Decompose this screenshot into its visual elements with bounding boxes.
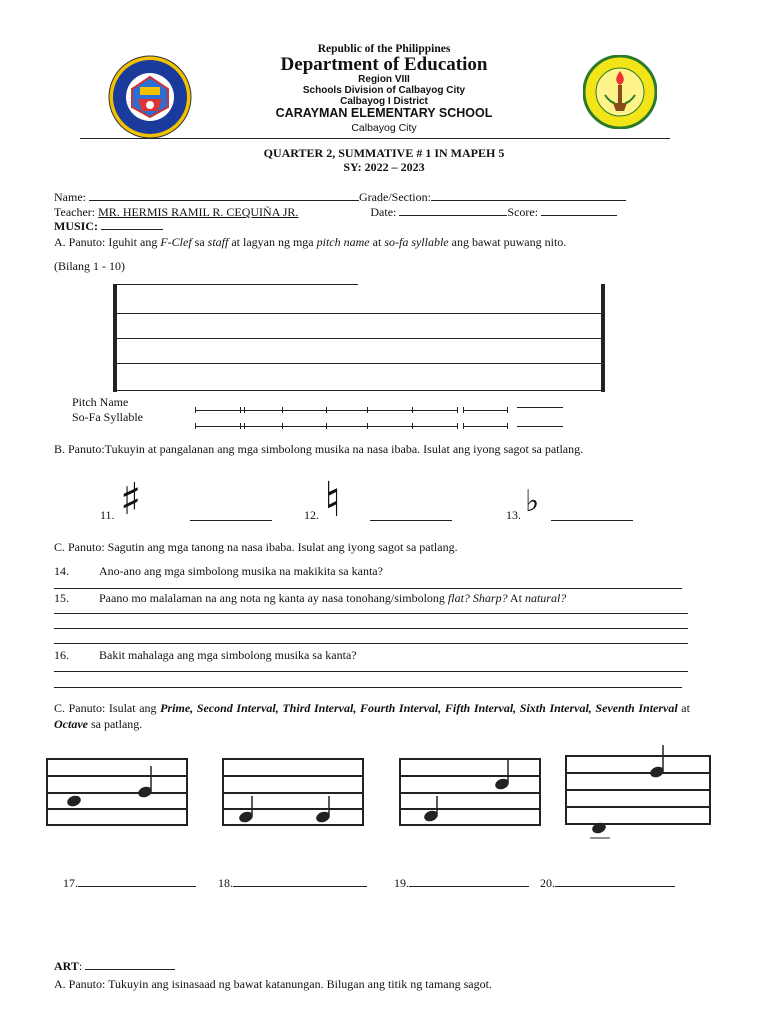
item-11-number: 11. (100, 508, 115, 522)
interval-17-notes (46, 758, 188, 826)
department-text: Department of Education (280, 54, 488, 75)
sofa-syllable-label: So-Fa Syllable (72, 410, 143, 424)
music-part-c-instructions: C. Panuto: Sagutin ang mga tanong na nasa ibaba. Isulat ang iyong sagot sa patlang. (54, 540, 458, 554)
city-text: Calbayog City (351, 122, 417, 134)
interval-instructions: C. Panuto: Isulat ang Prime, Second Interval, Third Interval, Fourth Interval, Fifth Interval, Sixth Interval, Seventh Interval at Octave sa patlang. (54, 701, 690, 731)
interval-18-notes (222, 758, 364, 826)
interval-18-answer[interactable]: 18. (218, 876, 367, 891)
pitch-name-label: Pitch Name (72, 395, 129, 409)
pitch-name-answer-lines[interactable] (195, 404, 567, 434)
question-16-answer-line-1[interactable] (54, 671, 688, 672)
score-label: Score: (507, 205, 542, 219)
art-heading: ART: (54, 959, 175, 974)
question-15-answer-line-3[interactable] (54, 643, 688, 644)
grade-field[interactable] (431, 200, 626, 201)
grade-label: Grade/Section: (359, 190, 431, 204)
interval-staff-19 (399, 758, 541, 826)
republic-text: Republic of the Philippines (317, 43, 451, 55)
interval-staff-20 (565, 755, 711, 845)
name-field[interactable] (89, 200, 359, 201)
natural-icon: ♮ (324, 472, 342, 528)
interval-20-notes (565, 743, 711, 843)
teacher-row (54, 205, 617, 220)
art-part-a-instructions: A. Panuto: Tukuyin ang isinasaad ng bawat katanungan. Bilugan ang titik ng tamang sagot. (54, 977, 492, 991)
school-year: SY: 2022 – 2023 (343, 160, 425, 174)
question-15-number: 15. (54, 591, 69, 605)
question-16-number: 16. (54, 648, 69, 662)
name-row (54, 190, 626, 205)
school-name: CARAYMAN ELEMENTARY SCHOOL (275, 106, 493, 120)
question-14-text: Ano-ano ang mga simbolong musika na makikita sa kanta? (99, 564, 383, 578)
test-title: QUARTER 2, SUMMATIVE # 1 IN MAPEH 5 (263, 146, 505, 160)
question-15-answer-line-1[interactable] (54, 613, 688, 614)
interval-17-answer[interactable]: 17. (63, 876, 196, 891)
question-15-answer-line-2[interactable] (54, 628, 688, 629)
interval-20-answer[interactable]: 20. (540, 876, 675, 891)
interval-staff-18 (222, 758, 364, 826)
teacher-name: MR. HERMIS RAMIL R. CEQUIÑA JR. (98, 205, 299, 219)
score-field[interactable] (541, 215, 617, 216)
fclef-staff[interactable] (113, 284, 605, 392)
art-score-field[interactable] (85, 969, 175, 970)
music-part-b-instructions: B. Panuto:Tukuyin at pangalanan ang mga simbolong musika na nasa ibaba. Isulat ang iyong sagot sa patlang. (54, 442, 584, 456)
question-16-text: Bakit mahalaga ang mga simbolong musika sa kanta? (99, 648, 357, 662)
item-13-number: 13. (506, 508, 521, 522)
interval-staff-17 (46, 758, 188, 826)
item-12-answer-field[interactable] (370, 520, 452, 521)
date-label: Date: (370, 205, 400, 219)
question-15-text: Paano mo malalaman na ang nota ng kanta ay nasa tonohang/simbolong flat? Sharp? At natural? (99, 591, 567, 605)
interval-19-notes (399, 758, 541, 826)
music-part-a-instructions: A. Panuto: Iguhit ang F-Clef sa staff at lagyan ng mga pitch name at so-fa syllable ang bawat puwang nito. (54, 235, 567, 249)
bilang-note: (Bilang 1 - 10) (54, 259, 125, 273)
name-label: Name: (54, 190, 89, 204)
division-text: Schools Division of Calbayog City (302, 85, 466, 96)
district-text: Calbayog I District (340, 96, 428, 107)
flat-icon: ♭ (525, 484, 540, 519)
date-field[interactable] (399, 215, 507, 216)
item-12-number: 12. (304, 508, 319, 522)
region-text: Region VIII (358, 74, 410, 85)
interval-19-answer[interactable]: 19. (394, 876, 529, 891)
music-heading: MUSIC: (54, 219, 163, 234)
music-score-field[interactable] (101, 229, 163, 230)
question-14-number: 14. (54, 564, 69, 578)
item-13-answer-field[interactable] (551, 520, 633, 521)
item-11-answer-field[interactable] (190, 520, 272, 521)
question-14-answer-line[interactable] (54, 588, 682, 589)
header-divider (80, 138, 670, 139)
question-16-answer-line-2[interactable] (54, 687, 682, 688)
sharp-icon: ♯ (120, 474, 142, 525)
teacher-label: Teacher: (54, 205, 99, 219)
